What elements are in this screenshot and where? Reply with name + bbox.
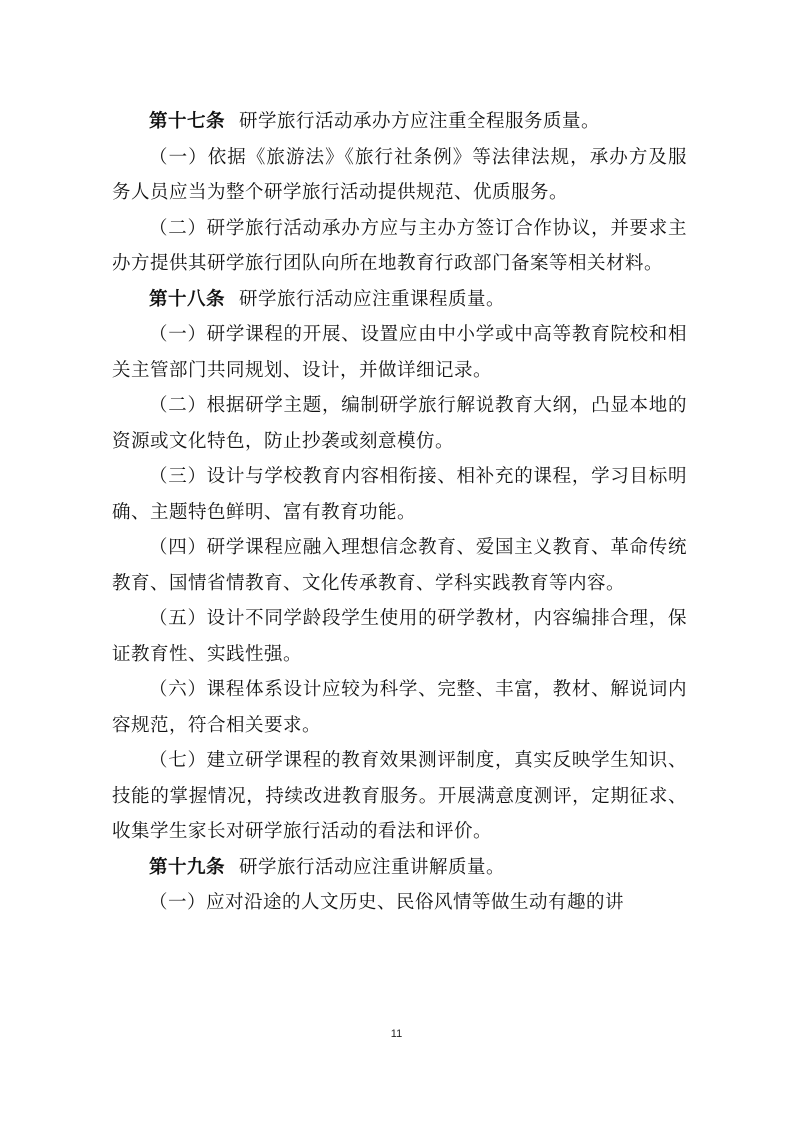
article-title: 研学旅行活动承办方应注重全程服务质量。 (239, 111, 601, 132)
paragraph: （一）应对沿途的人文历史、民俗风情等做生动有趣的讲 (149, 892, 625, 913)
article-19 (112, 850, 687, 886)
paragraph: （四）研学课程应融入理想信念教育、爱国主义教育、革命传统教育、国情省情教育、文化传承教育、学科实践教育等内容。 (112, 537, 687, 594)
paragraph: （五）设计不同学龄段学生使用的研学教材，内容编排合理，保证教育性、实践性强。 (112, 608, 687, 665)
paragraph: （一）依据《旅游法》《旅行社条例》等法律法规，承办方及服务人员应当为整个研学旅行活动提供规范、优质服务。 (112, 146, 687, 203)
paragraph: （二）研学旅行活动承办方应与主办方签订合作协议，并要求主办方提供其研学旅行团队向所在地教育行政部门备案等相关材料。 (112, 217, 687, 274)
article-heading: 第十九条 (149, 856, 226, 878)
paragraph: （七）建立研学课程的教育效果测评制度，真实反映学生知识、技能的掌握情况，持续改进教育服务。开展满意度测评，定期征求、收集学生家长对研学旅行活动的看法和评价。 (112, 750, 687, 842)
page-number: 11 (390, 1028, 403, 1040)
article-18 (112, 282, 687, 318)
paragraph: （二）根据研学主题，编制研学旅行解说教育大纲，凸显本地的资源或文化特色，防止抄袭或刻意模仿。 (112, 395, 687, 452)
paragraph: （三）设计与学校教育内容相衔接、相补充的课程，学习目标明确、主题特色鲜明、富有教育功能。 (112, 466, 687, 523)
paragraph: （一）研学课程的开展、设置应由中小学或中高等教育院校和相关主管部门共同规划、设计，并做详细记录。 (112, 324, 687, 381)
article-17 (112, 104, 687, 140)
document-body (112, 104, 687, 921)
article-heading: 第十七条 (149, 111, 226, 132)
article-heading: 第十八条 (149, 288, 226, 310)
paragraph: （六）课程体系设计应较为科学、完整、丰富，教材、解说词内容规范，符合相关要求。 (112, 679, 687, 736)
article-title: 研学旅行活动应注重课程质量。 (239, 288, 506, 310)
article-title: 研学旅行活动应注重讲解质量。 (239, 856, 506, 878)
